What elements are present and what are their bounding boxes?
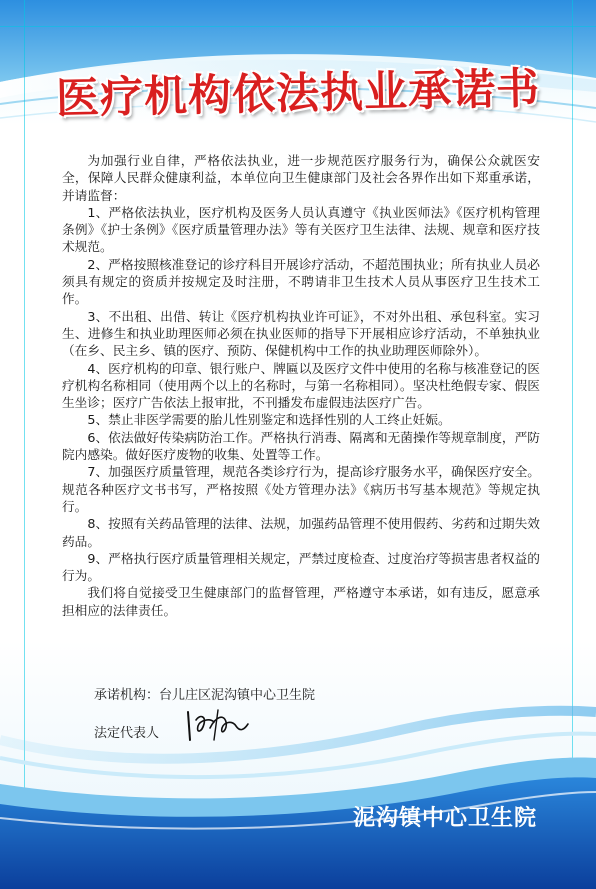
guide-line-top bbox=[0, 26, 596, 27]
clause-4: 4、医疗机构的印章、银行账户、牌匾以及医疗文件中使用的名称与核准登记的医疗机构名称相同（使用两个以上的名称时，与第一名称相同）。坚决杜绝假专家、假医生坐诊；医疗广告依法上报审批，不刊播发布虚假违法医疗广告。 bbox=[62, 360, 540, 411]
commitment-body bbox=[62, 152, 540, 619]
handwritten-signature bbox=[184, 706, 254, 746]
committing-organization: 承诺机构：台儿庄区泥沟镇中心卫生院 bbox=[94, 688, 316, 703]
legal-representative-label: 法定代表人 bbox=[94, 726, 160, 741]
clause-8: 8、按照有关药品管理的法律、法规，加强药品管理不使用假药、劣药和过期失效药品。 bbox=[62, 516, 540, 549]
closing-paragraph: 我们将自觉接受卫生健康部门的监督管理，严格遵守本承诺，如有违反，愿意承担相应的法律责任。 bbox=[62, 585, 540, 618]
intro-paragraph: 为加强行业自律，严格依法执业，进一步规范医疗服务行为，确保公众就医安全，保障人民群众健康利益，本单位向卫生健康部门及社会各界作出如下郑重承诺，并请监督： bbox=[62, 153, 540, 203]
clause-1: 1、严格依法执业，医疗机构及医务人员认真遵守《执业医师法》《医疗机构管理条例》《护士条例》《医疗质量管理办法》等有关医疗卫生法律、法规、规章和医疗技术规范。 bbox=[62, 204, 540, 255]
clause-5: 5、禁止非医学需要的胎儿性别鉴定和选择性别的人工终止妊娠。 bbox=[87, 412, 451, 428]
poster-title: 医疗机构依法执业承诺书 bbox=[55, 63, 541, 125]
clause-3: 3、不出租、出借、转让《医疗机构执业许可证》，不对外出租、承包科室。实习生、进修生和执业助理医师必须在执业医师的指导下开展相应诊疗活动，不单独执业（在乡、民主乡、镇的医疗、预防、保健机构中工作的执业助理医师除外）。 bbox=[62, 308, 540, 359]
clause-7: 7、加强医疗质量管理，规范各类诊疗行为，提高诊疗服务水平，确保医疗安全。规范各种医疗文书书写，严格按照《处方管理办法》《病历书写基本规范》等规定执行。 bbox=[62, 464, 540, 514]
footer-institution-name: 泥沟镇中心卫生院 bbox=[352, 806, 537, 831]
bottom-decorative-wave bbox=[0, 700, 596, 889]
clause-2: 2、严格按照核准登记的诊疗科目开展诊疗活动，不超范围执业；所有执业人员必须具有规定的资质并按规定及时注册，不聘请非卫生技术人员从事医疗卫生技术工作。 bbox=[62, 256, 540, 307]
clause-9: 9、严格执行医疗质量管理相关规定，严禁过度检查、过度治疗等损害患者权益的行为。 bbox=[62, 550, 540, 584]
clause-6: 6、依法做好传染病防治工作。严格执行消毒、隔离和无菌操作等规章制度，严防院内感染。做好医疗废物的收集、处置等工作。 bbox=[62, 429, 540, 463]
